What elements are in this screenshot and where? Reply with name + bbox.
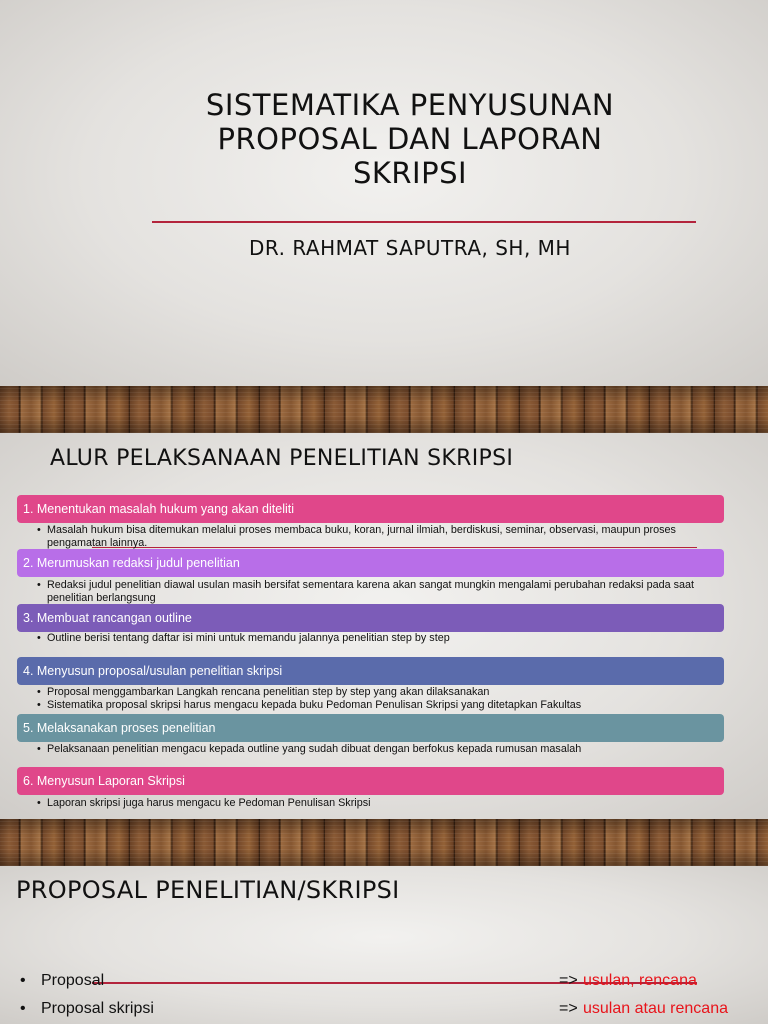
bullet-icon: • <box>20 972 26 989</box>
step-4-bullet-1: • Proposal menggambarkan Langkah rencana penelitian step by step yang akan dilaksanakan <box>37 686 712 699</box>
step-4-bullets <box>37 686 712 711</box>
definition-term: Proposal <box>41 972 105 989</box>
title-line-3: SKRIPSI <box>352 156 468 190</box>
step-1-bullets <box>37 524 712 549</box>
step-2-bullets <box>37 579 712 604</box>
step-4-bullet-2: • Sistematika proposal skripsi harus mengacu kepada buku Pedoman Penulisan Skripsi yang ditetapkan Fakultas <box>37 699 712 712</box>
author-name: DR. RAHMAT SAPUTRA, SH, MH <box>249 236 571 260</box>
definition-row <box>20 1000 740 1024</box>
step-3-bullets <box>37 632 712 645</box>
step-5-box <box>17 714 724 742</box>
workflow-slide <box>0 433 768 819</box>
wood-floor-divider <box>0 386 768 433</box>
definition-term: Proposal skripsi <box>41 1000 154 1017</box>
arrow-icon: => <box>559 1000 578 1017</box>
step-5-bullet-1: • Pelaksanaan penelitian mengacu kepada outline yang sudah dibuat dengan berfokus kepada rumusan masalah <box>37 743 712 756</box>
title-slide <box>0 0 768 386</box>
step-5-bullets <box>37 743 712 756</box>
step-1-label: 1. Menentukan masalah hukum yang akan diteliti <box>23 502 294 516</box>
presentation-title <box>100 88 720 190</box>
title-line-1: SISTEMATIKA PENYUSUNAN <box>205 88 615 122</box>
definition-meaning: usulan, rencana <box>583 972 697 989</box>
definition-row <box>20 972 740 996</box>
step-6-bullets <box>37 797 712 810</box>
step-6-box <box>17 767 724 795</box>
step-3-label: 3. Membuat rancangan outline <box>23 611 192 625</box>
definition-meaning: usulan atau rencana <box>583 1000 728 1017</box>
step-2-bullet-1: • Redaksi judul penelitian diawal usulan masih bersifat sementara karena akan sangat mungkin mengalami perubahan redaksi pada saat penelitian berlangsung <box>37 579 712 604</box>
step-2-label: 2. Merumuskan redaksi judul penelitian <box>23 556 240 570</box>
step-4-label: 4. Menyusun proposal/usulan penelitian skripsi <box>23 664 283 678</box>
wood-floor-divider <box>0 819 768 866</box>
title-divider <box>152 221 696 223</box>
step-6-label: 6. Menyusun Laporan Skripsi <box>23 774 185 788</box>
step-3-bullet-1: • Outline berisi tentang daftar isi mini untuk memandu jalannya penelitian step by step <box>37 632 712 645</box>
step-3-box <box>17 604 724 632</box>
proposal-title: PROPOSAL PENELITIAN/SKRIPSI <box>16 876 400 904</box>
step-2-box <box>17 549 724 577</box>
bullet-icon: • <box>20 1000 26 1017</box>
proposal-slide <box>0 866 768 1024</box>
workflow-title: ALUR PELAKSANAAN PENELITIAN SKRIPSI <box>50 446 514 471</box>
step-6-bullet-1: • Laporan skripsi juga harus mengacu ke Pedoman Penulisan Skripsi <box>37 797 712 810</box>
title-line-2: PROPOSAL DAN LAPORAN <box>217 122 603 156</box>
arrow-icon: => <box>559 972 578 989</box>
step-4-box <box>17 657 724 685</box>
step-1-bullet-1: • Masalah hukum bisa ditemukan melalui proses membaca buku, koran, jurnal ilmiah, berdiskusi, seminar, observasi, maupun proses pengamatan lainnya. <box>37 524 712 549</box>
step-1-box <box>17 495 724 523</box>
step-5-label: 5. Melaksanakan proses penelitian <box>23 721 216 735</box>
